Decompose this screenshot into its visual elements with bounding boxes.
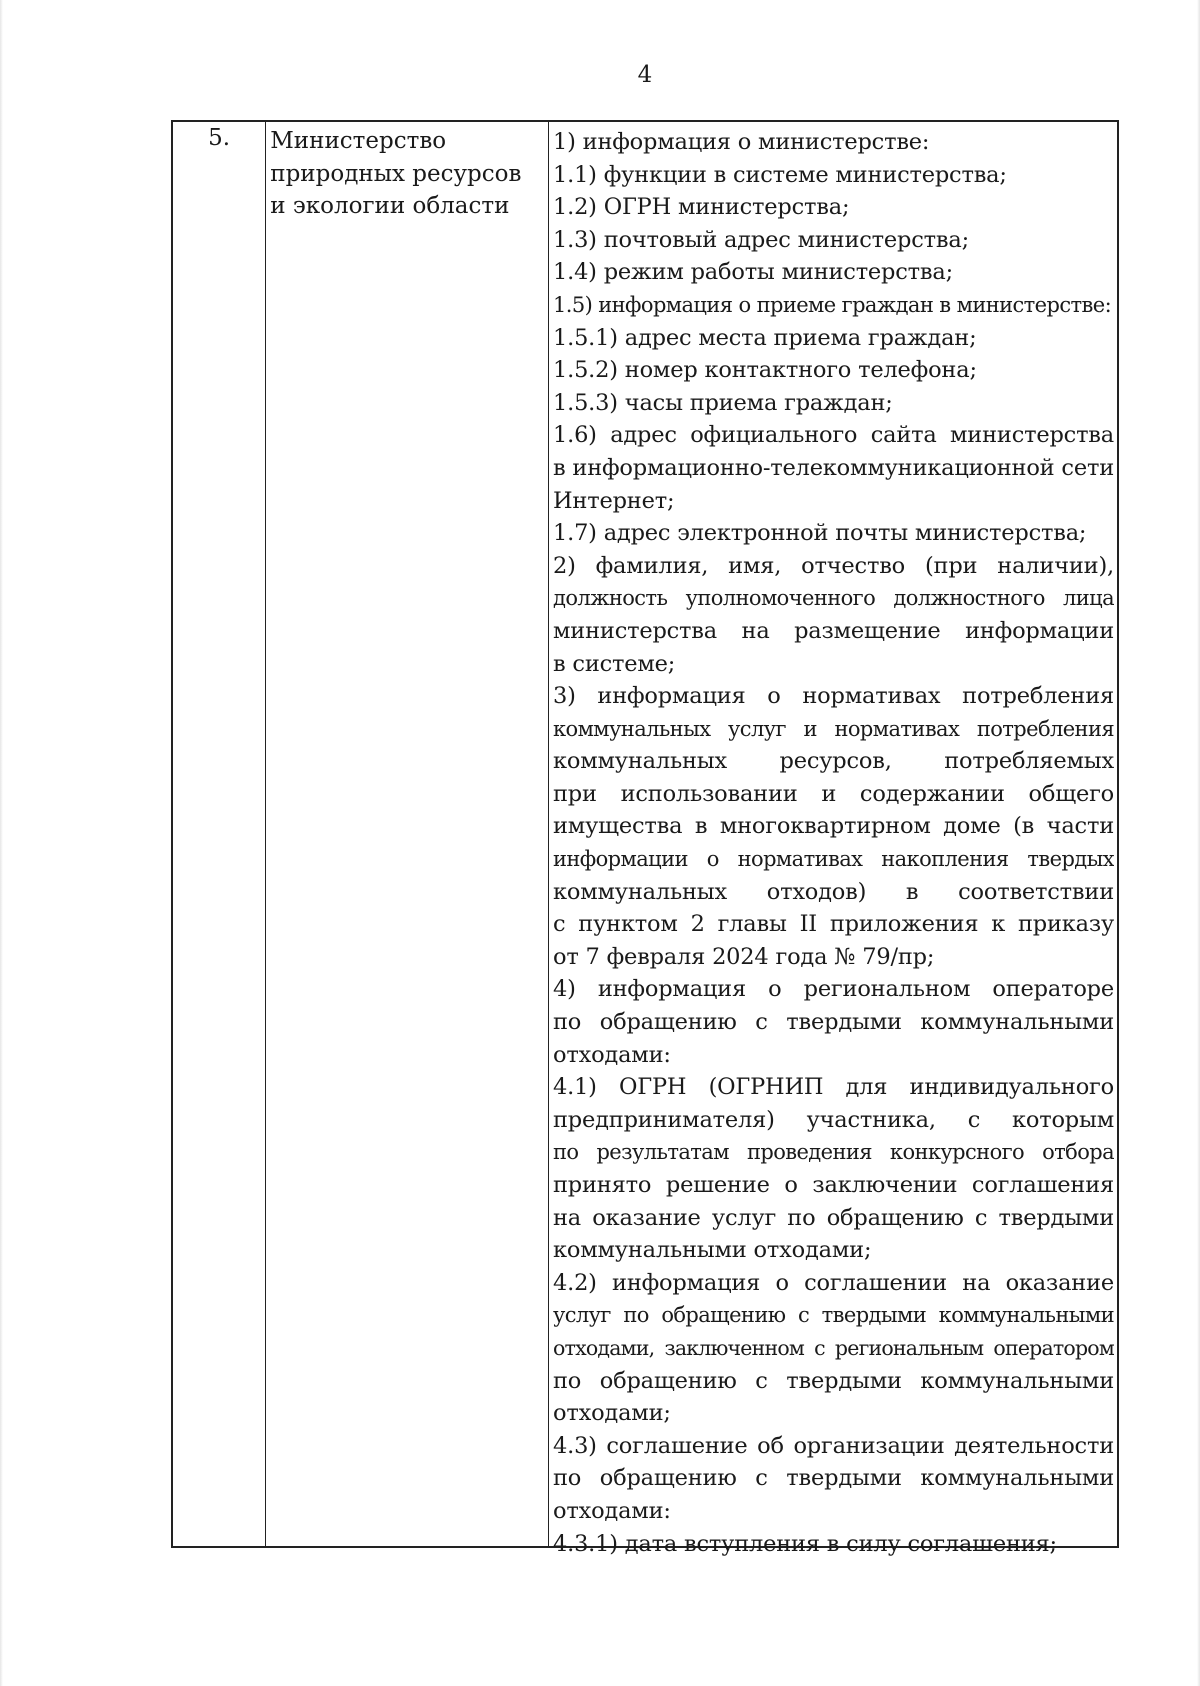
content-line: информации о нормативах накопления твердых	[553, 847, 1114, 872]
content-cell	[549, 122, 1117, 1557]
content-line: коммунальных ресурсов, потребляемых	[553, 748, 1114, 775]
content-line: отходами:	[553, 1041, 671, 1068]
content-line: 4) информация о региональном операторе	[553, 976, 1114, 1003]
content-line: 4.2) информация о соглашении на оказание	[553, 1269, 1114, 1296]
content-line: 1.7) адрес электронной почты министерства;	[553, 520, 1087, 547]
content-line: в системе;	[553, 650, 676, 677]
content-line: при использовании и содержании общего	[553, 780, 1114, 807]
content-line: 1.3) почтовый адрес министерства;	[553, 226, 969, 253]
content-line: с пунктом 2 главы II приложения к приказу	[553, 911, 1114, 938]
content-line: отходами;	[553, 1400, 671, 1427]
content-line: министерства на размещение информации	[553, 617, 1114, 644]
content-line: отходами, заключенном с региональным оператором	[553, 1335, 1114, 1360]
page-number: 4	[637, 62, 653, 88]
content-line: 1.2) ОГРН министерства;	[553, 194, 850, 221]
content-line: 1) информация о министерстве:	[553, 129, 930, 155]
organization-line: и экологии области	[270, 193, 510, 220]
content-line: 4.3) соглашение об организации деятельности	[553, 1432, 1114, 1459]
content-line: 3) информация о нормативах потребления	[553, 683, 1114, 710]
content-line: по обращению с твердыми коммунальными	[553, 1009, 1114, 1036]
content-line: 1.5.2) номер контактного телефона;	[553, 357, 977, 384]
content-line: 4.1) ОГРН (ОГРНИП для индивидуального	[553, 1074, 1114, 1101]
content-line: коммунальных отходов) в соответствии	[553, 878, 1114, 905]
content-line: коммунальными отходами;	[553, 1237, 872, 1264]
content-line: услуг по обращению с твердыми коммунальными	[553, 1303, 1114, 1328]
content-line: Интернет;	[553, 487, 675, 514]
content-line: по результатам проведения конкурсного отбора	[553, 1140, 1114, 1165]
content-line: 1.5.3) часы приема граждан;	[553, 389, 893, 416]
content-line: 4.3.1) дата вступления в силу соглашения;	[553, 1530, 1057, 1557]
organization-cell	[266, 122, 549, 1546]
content-line: в информационно-телекоммуникационной сети	[553, 454, 1114, 481]
content-line: на оказание услуг по обращению с твердыми	[553, 1204, 1114, 1231]
document-table	[171, 120, 1119, 1557]
content-line: 1.6) адрес официального сайта министерства	[553, 422, 1114, 449]
content-line: должность уполномоченного должностного лица	[553, 586, 1114, 611]
content-line: 1.1) функции в системе министерства;	[553, 161, 1007, 188]
content-line: имущества в многоквартирном доме (в части	[553, 813, 1114, 840]
organization-line: природных ресурсов	[270, 160, 522, 187]
content-line: по обращению с твердыми коммунальными	[553, 1465, 1114, 1492]
content-line: 1.5) информация о приеме граждан в министерстве:	[553, 292, 1112, 317]
content-line: от 7 февраля 2024 года № 79/пр;	[553, 943, 935, 970]
content-line: 2) фамилия, имя, отчество (при наличии),	[553, 552, 1114, 579]
content-line: по обращению с твердыми коммунальными	[553, 1367, 1114, 1394]
content-line: 1.4) режим работы министерства;	[553, 259, 953, 286]
row-number-cell	[173, 122, 266, 1546]
content-line: отходами:	[553, 1497, 671, 1524]
content-line: принято решение о заключении соглашения	[553, 1172, 1114, 1198]
row-number: 5.	[208, 125, 231, 151]
scan-edge-left	[0, 0, 3, 1686]
content-line: коммунальных услуг и нормативах потребления	[553, 716, 1114, 741]
content-line: 1.5.1) адрес места приема граждан;	[553, 324, 977, 351]
organization-line: Министерство	[270, 128, 447, 154]
content-line: предпринимателя) участника, с которым	[553, 1106, 1114, 1133]
